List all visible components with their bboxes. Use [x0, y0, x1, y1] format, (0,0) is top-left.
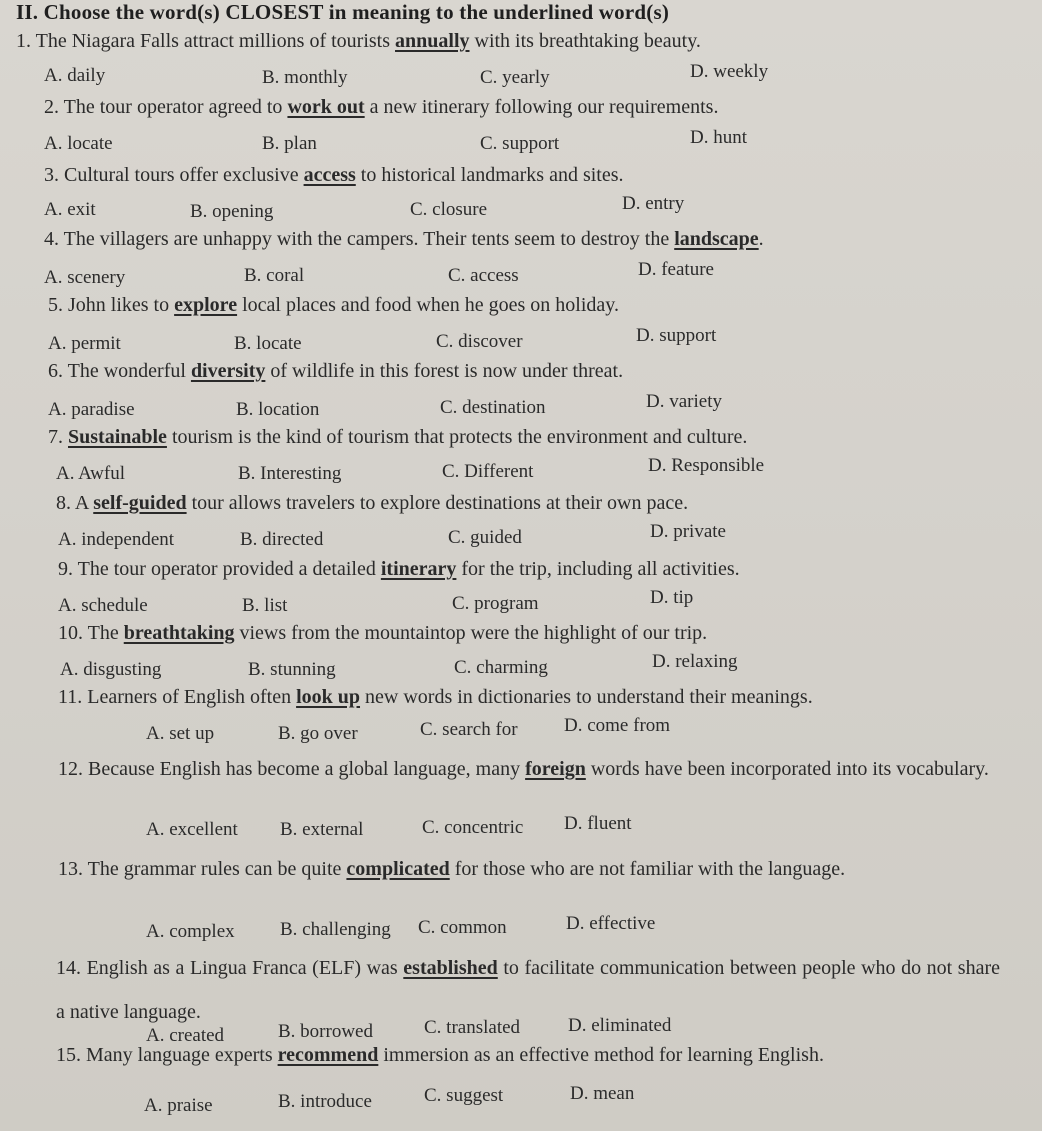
question-5: 5. John likes to explore local places and food when he goes on holiday. — [48, 294, 620, 316]
q12-option-c[interactable]: C. concentric — [422, 817, 524, 838]
q12-option-a[interactable]: A. excellent — [146, 819, 238, 840]
q2-option-b[interactable]: B. plan — [262, 133, 317, 154]
q10-option-c[interactable]: C. charming — [454, 657, 548, 678]
q13-option-a[interactable]: A. complex — [146, 921, 235, 942]
question-4: 4. The villagers are unhappy with the campers. Their tents seem to destroy the landscape. — [44, 228, 764, 250]
question-11: 11. Learners of English often look up new words in dictionaries to understand their meanings. — [58, 686, 813, 708]
q10-option-b[interactable]: B. stunning — [248, 659, 336, 680]
q4-option-d[interactable]: D. feature — [638, 259, 714, 280]
q12-option-d[interactable]: D. fluent — [564, 813, 632, 834]
q11-option-d[interactable]: D. come from — [564, 715, 671, 736]
q6-option-b[interactable]: B. location — [236, 399, 320, 420]
q7-option-a[interactable]: A. Awful — [56, 463, 125, 484]
q7-option-d[interactable]: D. Responsible — [648, 455, 765, 476]
question-10: 10. The breathtaking views from the mountaintop were the highlight of our trip. — [58, 622, 708, 644]
q11-option-b[interactable]: B. go over — [278, 723, 358, 744]
question-14: 14. English as a Lingua Franca (ELF) was established to facilitate communication between people who do not share a native language. — [56, 957, 1000, 1023]
q10-option-d[interactable]: D. relaxing — [652, 651, 738, 672]
q5-option-d[interactable]: D. support — [636, 325, 717, 346]
q9-option-b[interactable]: B. list — [242, 595, 288, 616]
q13-option-b[interactable]: B. challenging — [280, 919, 391, 940]
q3-option-d[interactable]: D. entry — [622, 193, 685, 214]
q8-option-b[interactable]: B. directed — [240, 529, 324, 550]
q7-option-b[interactable]: B. Interesting — [238, 463, 342, 484]
q9-option-d[interactable]: D. tip — [650, 587, 694, 608]
q13-option-c[interactable]: C. common — [418, 917, 507, 938]
q15-option-a[interactable]: A. praise — [144, 1095, 213, 1116]
q1-option-d[interactable]: D. weekly — [690, 61, 769, 82]
q14-option-d[interactable]: D. eliminated — [568, 1015, 672, 1036]
q12-option-b[interactable]: B. external — [280, 819, 364, 840]
q3-option-b[interactable]: B. opening — [190, 201, 274, 222]
q15-option-b[interactable]: B. introduce — [278, 1091, 372, 1112]
question-1: 1. The Niagara Falls attract millions of tourists annually with its breathtaking beauty. — [16, 30, 701, 52]
q6-option-d[interactable]: D. variety — [646, 391, 722, 412]
q4-option-a[interactable]: A. scenery — [44, 267, 126, 288]
q1-option-b[interactable]: B. monthly — [262, 67, 348, 88]
q2-option-d[interactable]: D. hunt — [690, 127, 747, 148]
question-9: 9. The tour operator provided a detailed itinerary for the trip, including all activities. — [58, 558, 740, 580]
q6-option-c[interactable]: C. destination — [440, 397, 546, 418]
question-2: 2. The tour operator agreed to work out a new itinerary following our requirements. — [44, 96, 719, 118]
q8-option-a[interactable]: A. independent — [58, 529, 175, 550]
q6-option-a[interactable]: A. paradise — [48, 399, 135, 420]
q5-option-a[interactable]: A. permit — [48, 333, 121, 354]
question-3: 3. Cultural tours offer exclusive access to historical landmarks and sites. — [44, 164, 624, 186]
q8-option-d[interactable]: D. private — [650, 521, 726, 542]
question-12: 12. Because English has become a global language, many foreign words have been incorporated into its vocabulary. — [58, 758, 989, 780]
section-title: II. Choose the word(s) CLOSEST in meaning to the underlined word(s) — [16, 0, 670, 24]
q15-option-c[interactable]: C. suggest — [424, 1085, 504, 1106]
q3-option-a[interactable]: A. exit — [44, 199, 96, 220]
q11-option-c[interactable]: C. search for — [420, 719, 518, 740]
q13-option-d[interactable]: D. effective — [566, 913, 656, 934]
q4-option-b[interactable]: B. coral — [244, 265, 305, 286]
question-6: 6. The wonderful diversity of wildlife in this forest is now under threat. — [48, 360, 624, 382]
q15-option-d[interactable]: D. mean — [570, 1083, 635, 1104]
q7-option-c[interactable]: C. Different — [442, 461, 534, 482]
q2-option-c[interactable]: C. support — [480, 133, 560, 154]
question-7: 7. Sustainable tourism is the kind of tourism that protects the environment and culture. — [48, 426, 748, 448]
q2-option-a[interactable]: A. locate — [44, 133, 113, 154]
question-13: 13. The grammar rules can be quite complicated for those who are not familiar with the language. — [58, 858, 846, 880]
q1-option-a[interactable]: A. daily — [44, 65, 106, 86]
q3-option-c[interactable]: C. closure — [410, 199, 488, 220]
q1-option-c[interactable]: C. yearly — [480, 67, 550, 88]
q9-option-c[interactable]: C. program — [452, 593, 539, 614]
q14-option-a[interactable]: A. created — [146, 1025, 225, 1046]
q8-option-c[interactable]: C. guided — [448, 527, 522, 548]
question-15: 15. Many language experts recommend immersion as an effective method for learning English. — [56, 1044, 824, 1066]
question-8: 8. A self-guided tour allows travelers to explore destinations at their own pace. — [56, 492, 689, 514]
q14-option-c[interactable]: C. translated — [424, 1017, 521, 1038]
q14-option-b[interactable]: B. borrowed — [278, 1021, 373, 1042]
q4-option-c[interactable]: C. access — [448, 265, 519, 286]
q9-option-a[interactable]: A. schedule — [58, 595, 148, 616]
q5-option-c[interactable]: C. discover — [436, 331, 523, 352]
q10-option-a[interactable]: A. disgusting — [60, 659, 162, 680]
q11-option-a[interactable]: A. set up — [146, 723, 215, 744]
q5-option-b[interactable]: B. locate — [234, 333, 302, 354]
